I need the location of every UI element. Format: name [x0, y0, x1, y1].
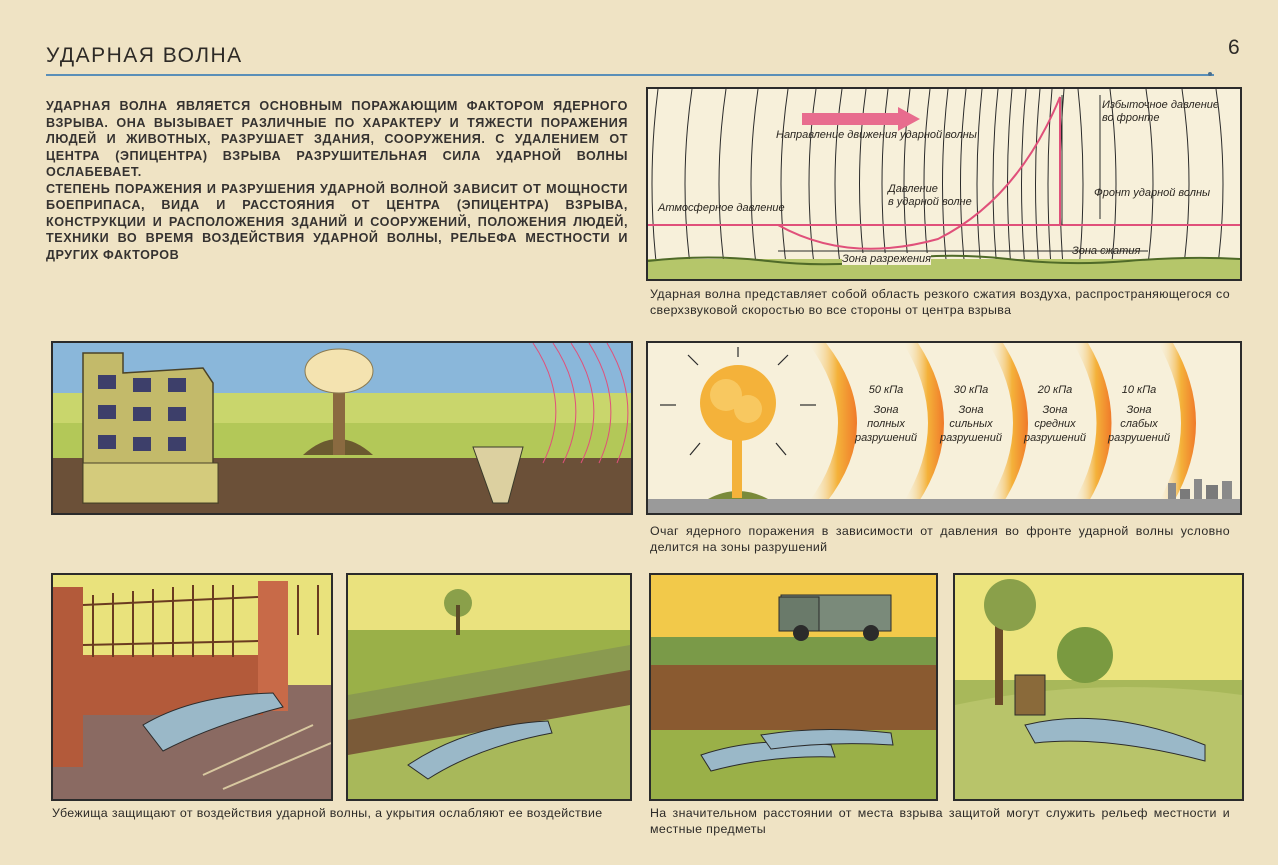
- shock-wave-diagram: [646, 87, 1242, 281]
- rule-dot: [1208, 72, 1212, 76]
- fence-shelter-illustration: [51, 573, 333, 801]
- zone-medium-label-1: Зона: [1042, 404, 1068, 416]
- zone-full-pressure: 50 кПа: [868, 384, 904, 396]
- zone-full-label-1: Зона: [873, 404, 899, 416]
- wave-caption: Ударная волна представляет собой область резкого сжатия воздуха, распространяющегося со сверхзвуковой скоростью во все стороны от центра взрыва: [650, 287, 1230, 317]
- label-rarefaction: Зона разрежения: [842, 253, 932, 265]
- zone-medium: [1020, 383, 1090, 445]
- zone-medium-pressure: 20 кПа: [1037, 384, 1073, 396]
- label-direction: Направление движения ударной волны: [776, 129, 977, 141]
- tree-stump-illustration: [953, 573, 1244, 801]
- zones-caption: Очаг ядерного поражения в зависимости от давления во фронте ударной волны условно делится на зоны разрушений: [650, 524, 1230, 554]
- zone-weak: [1104, 383, 1174, 445]
- label-pressure-2: в ударной волне: [888, 196, 972, 208]
- intro-paragraph-1: УДАРНАЯ ВОЛНА ЯВЛЯЕТСЯ ОСНОВНЫМ ПОРАЖАЮЩИМ ФАКТОРОМ ЯДЕРНОГО ВЗРЫВА. ОНА ВЫЗЫВАЕТ РАЗЛИЧНЫЕ ПО ХАРАКТЕРУ И ТЯЖЕСТИ ПОРАЖЕНИЯ ЛЮДЕЙ И ЖИВОТНЫХ, РАЗРУШАЕТ ЗДАНИЯ, СООРУЖЕНИЯ. С УДАЛЕНИЕМ ОТ ЦЕНТРА (ЭПИЦЕНТРА) ВЗРЫВА РАЗРУШИТЕЛЬНАЯ СИЛА УДАРНОЙ ВОЛНЫ ОСЛАБЕВАЕТ.: [46, 99, 628, 179]
- zone-weak-label-2: слабых: [1120, 418, 1158, 430]
- label-excess-pressure-1: Избыточное давление: [1102, 99, 1220, 111]
- intro-paragraph-2: СТЕПЕНЬ ПОРАЖЕНИЯ И РАЗРУШЕНИЯ УДАРНОЙ ВОЛНОЙ ЗАВИСИТ ОТ МОЩНОСТИ БОЕПРИПАСА, ВИДА И РАССТОЯНИЯ ОТ ЦЕНТРА (ЭПИЦЕНТРА) ВЗРЫВА, КОНСТРУКЦИИ И РАСПОЛОЖЕНИЯ ЗДАНИЙ И СООРУЖЕНИЙ, ПОЛОЖЕНИЯ ЛЮДЕЙ, ТЕХНИКИ ВО ВРЕМЯ ВОЗДЕЙСТВИЯ УДАРНОЙ ВОЛНЫ, РЕЛЬЕФА МЕСТНОСТИ И ДРУГИХ ФАКТОРОВ: [46, 181, 628, 262]
- zone-weak-pressure: 10 кПа: [1121, 384, 1157, 396]
- label-atmospheric: Атмосферное давление: [658, 202, 785, 214]
- zone-full: [846, 383, 926, 445]
- zone-full-label-2: полных: [867, 418, 905, 430]
- page-number: 6: [1228, 36, 1240, 59]
- zone-full-label-3: разрушений: [855, 432, 917, 444]
- zone-medium-label-3: разрушений: [1024, 432, 1086, 444]
- zone-severe-label-3: разрушений: [940, 432, 1002, 444]
- label-compression: Зона сжатия: [1072, 245, 1141, 257]
- zone-severe-label-2: сильных: [949, 418, 993, 430]
- bottom-right-caption: На значительном расстоянии от места взрыва защитой могут служить рельеф местности и местные предметы: [650, 806, 1230, 836]
- trench-illustration: [346, 573, 632, 801]
- bottom-left-caption: Убежища защищают от воздействия ударной волны, а укрытия ослабляют ее воздействие: [52, 806, 603, 820]
- zone-medium-label-2: средних: [1034, 418, 1076, 430]
- title-rule: [46, 74, 1214, 76]
- destruction-zones-diagram: [646, 341, 1242, 515]
- label-front: Фронт ударной волны: [1094, 187, 1211, 199]
- zone-severe-label-1: Зона: [958, 404, 984, 416]
- zone-weak-label-1: Зона: [1126, 404, 1152, 416]
- ditch-truck-illustration: [649, 573, 938, 801]
- page-title: УДАРНАЯ ВОЛНА: [46, 44, 243, 67]
- zone-severe: [936, 383, 1006, 445]
- intro-text: [46, 98, 628, 263]
- label-pressure-1: Давление: [888, 183, 938, 195]
- zone-weak-label-3: разрушений: [1108, 432, 1170, 444]
- explosion-scene-illustration: [51, 341, 633, 515]
- label-excess-pressure-2: во фронте: [1102, 112, 1160, 124]
- zone-severe-pressure: 30 кПа: [953, 384, 989, 396]
